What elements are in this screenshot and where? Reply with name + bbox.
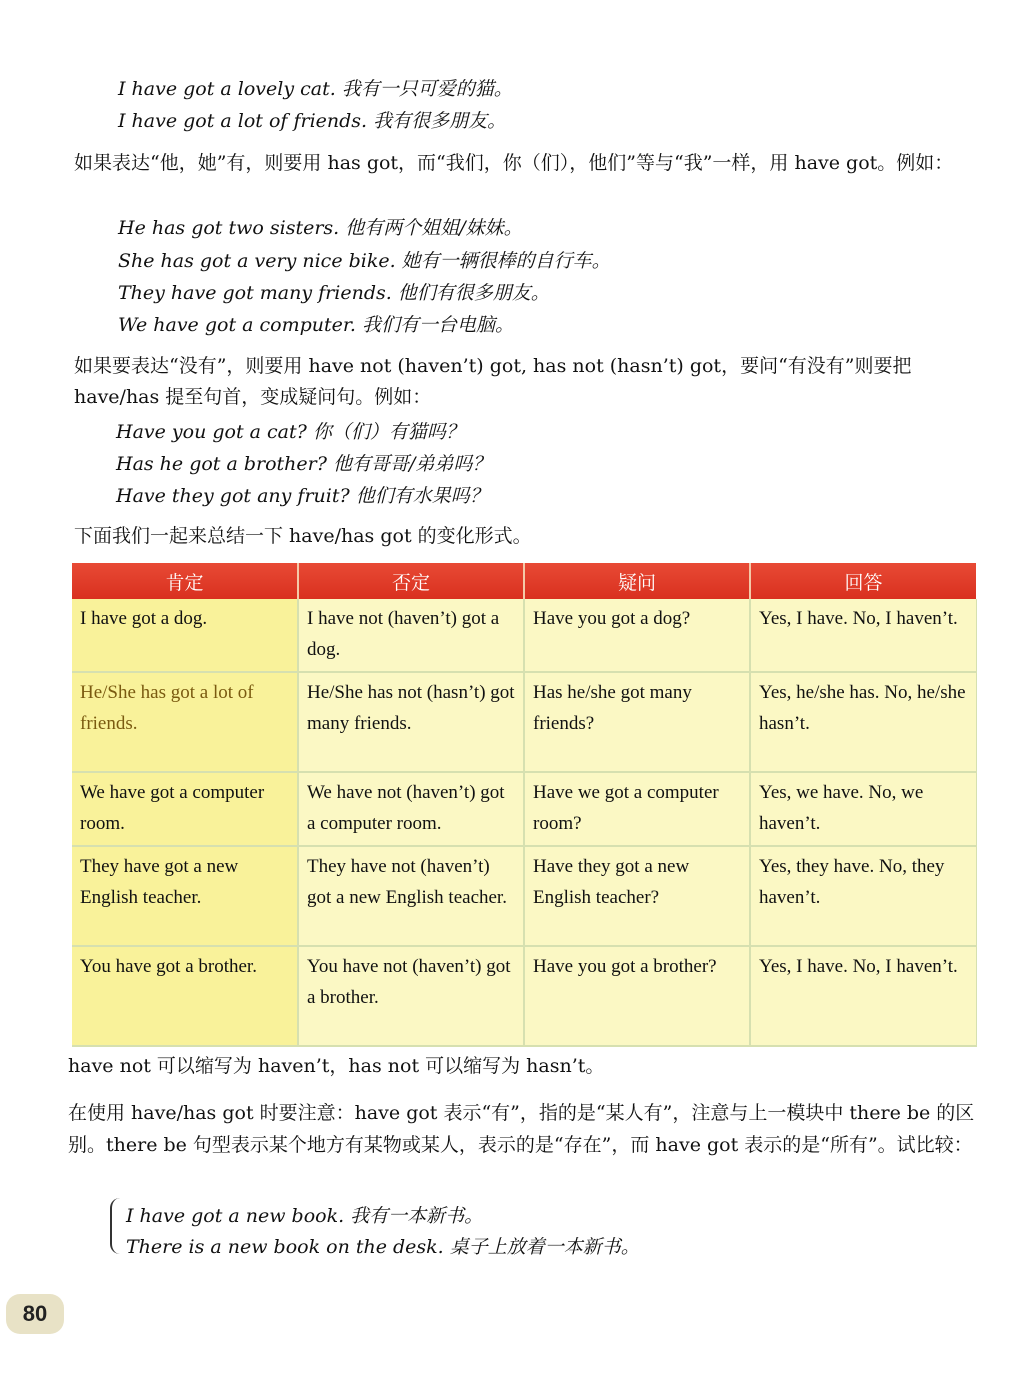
explanation-paragraph: 如果表达“他，她”有，则要用 has got，而“我们，你（们），他们”等与“我”一样，用 have got。例如： <box>74 152 954 174</box>
example-sentence: I have got a lovely cat. 我有一只可爱的猫。 <box>118 78 513 100</box>
table-cell: Have they got a new English teacher? <box>524 846 750 946</box>
table-cell: I have not (haven’t) got a dog. <box>298 599 524 672</box>
table-cell: Yes, they have. No, they haven’t. <box>750 846 976 946</box>
table-intro: 下面我们一起来总结一下 have/has got 的变化形式。 <box>74 525 532 547</box>
table-cell: I have got a dog. <box>72 599 298 672</box>
table-cell: Yes, we have. No, we haven’t. <box>750 772 976 846</box>
table-cell: They have not (haven’t) got a new English teacher. <box>298 846 524 946</box>
table-cell: We have got a computer room. <box>72 772 298 846</box>
explanation-paragraph: 如果要表达“没有”，则要用 have not (haven’t) got, has not (hasn’t) got，要问“有没有”则要把 have/has 提至句首，变成疑问句。例如： <box>74 355 912 408</box>
table-cell: Yes, he/she has. No, he/she hasn’t. <box>750 672 976 772</box>
table-cell: Yes, I have. No, I haven’t. <box>750 599 976 672</box>
example-sentence: They have got many friends. 他们有很多朋友。 <box>118 282 550 304</box>
header-question: 疑问 <box>524 563 750 599</box>
explanation-paragraph: 在使用 have/has got 时要注意：have got 表示“有”，指的是“某人有”，注意与上一模块中 there be 的区别。there be 句型表示某个地方有某物或某人，表示的是“存在”，而 have got 表示的是“所有”。试比较： <box>68 1102 975 1156</box>
contraction-note: have not 可以缩写为 haven’t，has not 可以缩写为 hasn’t。 <box>68 1055 605 1077</box>
header-answer: 回答 <box>750 563 976 599</box>
page-number: 80 <box>6 1294 64 1334</box>
table-cell: Have you got a brother? <box>524 946 750 1046</box>
table-header-row <box>72 563 976 599</box>
table-row <box>72 772 976 846</box>
table-cell: You have got a brother. <box>72 946 298 1046</box>
comparison-brace <box>110 1198 122 1254</box>
table-row <box>72 672 976 772</box>
example-sentence: I have got a lot of friends. 我有很多朋友。 <box>118 110 507 132</box>
comparison-sentence: There is a new book on the desk. 桌子上放着一本新书。 <box>126 1236 640 1258</box>
table-cell: You have not (haven’t) got a brother. <box>298 946 524 1046</box>
table-cell: We have not (haven’t) got a computer room. <box>298 772 524 846</box>
have-got-forms-table <box>72 563 977 1047</box>
header-negative: 否定 <box>298 563 524 599</box>
header-affirmative: 肯定 <box>72 563 298 599</box>
table-row <box>72 946 976 1046</box>
table-cell: Have you got a dog? <box>524 599 750 672</box>
table-row <box>72 846 976 946</box>
table-cell: Has he/she got many friends? <box>524 672 750 772</box>
example-sentence: Have you got a cat? 你（们）有猫吗？ <box>116 421 465 443</box>
table-cell: They have got a new English teacher. <box>72 846 298 946</box>
comparison-sentence: I have got a new book. 我有一本新书。 <box>126 1205 484 1227</box>
table-cell: He/She has not (hasn’t) got many friends. <box>298 672 524 772</box>
table-cell: He/She has got a lot of friends. <box>72 672 298 772</box>
example-sentence: He has got two sisters. 他有两个姐姐/妹妹。 <box>118 217 523 239</box>
example-sentence: We have got a computer. 我们有一台电脑。 <box>118 314 514 336</box>
table-cell: Yes, I have. No, I haven’t. <box>750 946 976 1046</box>
example-sentence: She has got a very nice bike. 她有一辆很棒的自行车。 <box>118 250 611 272</box>
table-row <box>72 599 976 672</box>
example-sentence: Have they got any fruit? 他们有水果吗？ <box>116 485 489 507</box>
table-cell: Have we got a computer room? <box>524 772 750 846</box>
example-sentence: Has he got a brother? 他有哥哥/弟弟吗？ <box>116 453 492 475</box>
